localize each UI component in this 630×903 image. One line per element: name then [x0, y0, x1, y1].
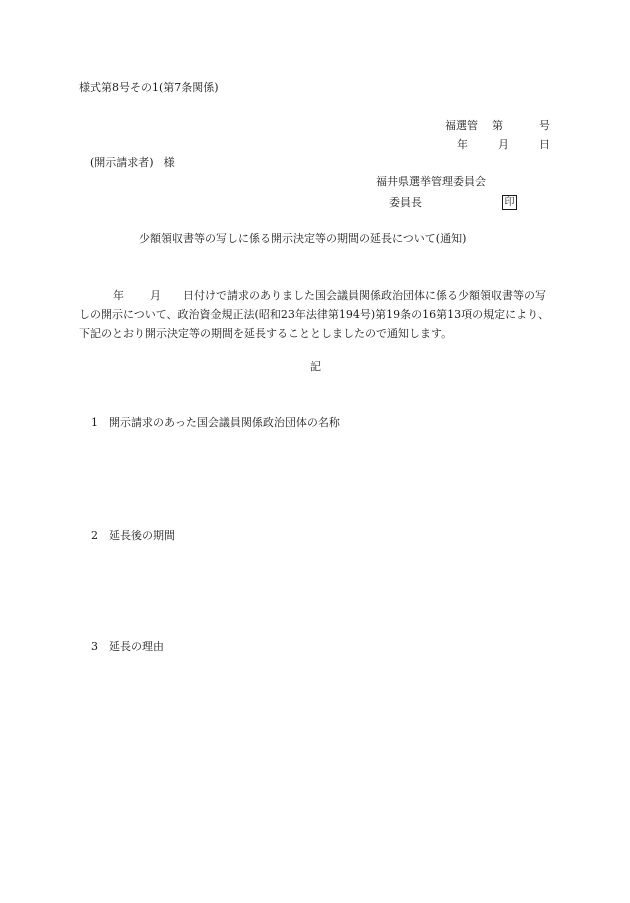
document-title: 少額領収書等の写しに係る開示決定等の期間の延長について(通知) [139, 232, 467, 245]
document-number-dai: 第 [492, 119, 503, 132]
sender-chair-line [389, 195, 517, 210]
body-paragraph [79, 286, 551, 343]
date-month: 月 [498, 138, 509, 151]
document-number [445, 120, 550, 131]
document-number-prefix: 福選管 [445, 119, 478, 132]
list-item [91, 417, 340, 428]
item-label: 開示請求のあった国会議員関係政治団体の名称 [109, 416, 340, 429]
body-text: 日付けで請求のありました国会議員関係政治団体に係る少額領収書等の写しの開示について、政治資金規正法(昭和23年法律第194号)第19条の16第13項の規定により、下記のとおり開示決定等の期間を延長することとしましたので通知します。 [79, 289, 550, 340]
addressee-name: (開示請求者) [90, 156, 154, 169]
addressee-suffix: 様 [163, 156, 175, 169]
document-date [457, 139, 550, 150]
sender-chair: 委員長 [389, 196, 422, 209]
sender-committee: 福井県選挙管理委員会 [376, 175, 486, 188]
list-item [91, 530, 175, 541]
date-day: 日 [539, 138, 550, 151]
body-month: 月 [150, 289, 161, 302]
item-number: 1 [91, 416, 98, 429]
date-year: 年 [457, 138, 468, 151]
form-number: 様式第8号その1(第7条関係) [79, 81, 219, 94]
ki-heading: 記 [310, 360, 321, 373]
document-number-go: 号 [539, 119, 550, 132]
item-label: 延長後の期間 [109, 529, 175, 542]
item-label: 延長の理由 [109, 640, 164, 653]
item-number: 2 [91, 529, 98, 542]
seal-mark: 印 [502, 195, 517, 210]
addressee [90, 157, 175, 168]
item-number: 3 [91, 640, 98, 653]
list-item [91, 641, 164, 652]
body-year: 年 [113, 289, 124, 302]
